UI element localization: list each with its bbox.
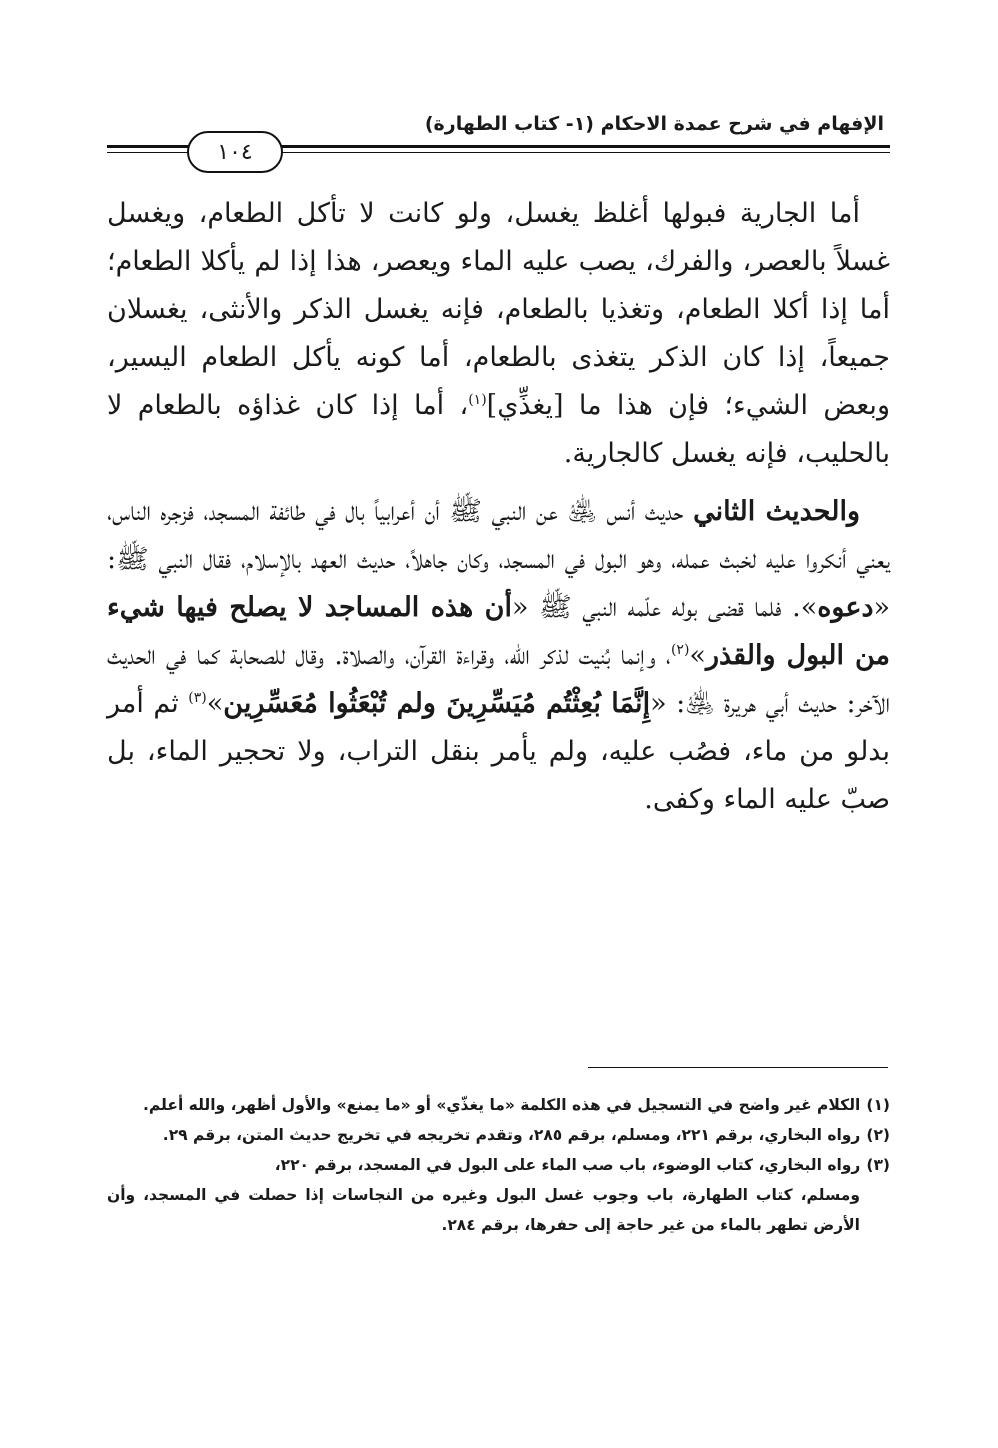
paragraph-1 (107, 190, 890, 478)
footnote-3-number: (٣) (866, 1156, 890, 1174)
p2-text-b: ». فلما قضى بوله علّمه النبي ﷺ « (511, 592, 818, 623)
p1-text: أما الجارية فبولها أغلظ يغسل، ولو كانت لا تأكل الطعام، ويغسل غسلاً بالعصر، والفرك، يصب عليه الماء ويعصر، هذا إذا لم يأكلا الطعام؛ أما إذا أكلا الطعام، وتغذيا بالطعام، فإنه يغسل الذكر والأنثى، يغسلان جميعاً، إذا كان الذكر يتغذى بالطعام، أما كونه يأكل الطعام اليسير، وبعض الشيء؛ فإن هذا ما [يغذِّي] (107, 198, 890, 421)
hadith-quote-3: إِنَّمَا بُعِثْتُم مُيَسِّرِينَ ولم تُبْعَثُوا مُعَسِّرِين (223, 688, 651, 719)
p2-text-d: ، وإنما بُنيت لذكر الله، وقراءة القرآن، والصلاة. وقال للصحابة كما في الحديث الآخر: حديث أبي هريرة ﵁: « (107, 640, 890, 719)
footnote-ref-3: (٣) (188, 690, 207, 706)
footnote-3-text-line1: رواه البخاري، كتاب الوضوء، باب صب الماء على البول في المسجد، برقم ٢٢٠، (274, 1156, 861, 1174)
footnote-ref-1: (١) (468, 392, 487, 408)
paragraph-2 (107, 488, 890, 824)
p2-text-a: حديث أنس ﵁ عن النبي ﷺ أن أعرابياً بال في طائفة المسجد، فزجره الناس، يعني أنكروا عليه لخبث عمله، وهو البول في المسجد، وكان جاهلاً، حديث العهد بالإسلام، فقال النبي ﷺ: « (107, 496, 890, 623)
page-number-badge (187, 131, 283, 173)
hadith-quote-2: أن هذه المساجد لا يصلح فيها شيء من البول والقذر (107, 592, 890, 671)
footnote-1-text: الكلام غير واضح في التسجيل في هذه الكلمة «ما يغذّي» أو «ما يمنع» والأول أظهر، والله أعلم. (143, 1096, 861, 1114)
page-header (107, 105, 890, 185)
hadith-quote-1: دعوه (817, 592, 874, 623)
footnote-1-number: (١) (866, 1096, 890, 1114)
p2-text-c: » (689, 640, 706, 671)
footnote-3-text-line2: ومسلم، كتاب الطهارة، باب وجوب غسل البول وغيره من النجاسات إذا حصلت في المسجد، وأن الأرض تطهر بالماء من غير حاجة إلى حفرها، برقم ٢٨٤. (107, 1186, 860, 1234)
p2-heading: والحديث الثاني (693, 496, 861, 527)
footnote-separator (588, 1067, 888, 1068)
page-number: ١٠٤ (217, 139, 253, 165)
p1-tail: ، أما إذا كان غذاؤه بالطعام لا بالحليب، فإنه يغسل كالجارية. (107, 390, 890, 469)
footnote-2-text: رواه البخاري، برقم ٢٢١، ومسلم، برقم ٢٨٥، وتقدم تخريجه في تخريج حديث المتن، برقم ٢٩. (162, 1126, 861, 1144)
main-text (107, 190, 890, 834)
footnote-3-continued (107, 1180, 890, 1240)
book-title: الإفهام في شرح عمدة الاحكام (١- كتاب الطهارة) (424, 113, 884, 135)
footnote-2-number: (٢) (866, 1126, 890, 1144)
footnote-2 (107, 1120, 890, 1150)
p2-text-f: ثم أمر بدلو من ماء، فصُب عليه، ولم يأمر بنقل التراب، ولا تحجير الماء، بل صبّ عليه الماء وكفى. (107, 688, 890, 815)
footnote-3 (107, 1150, 890, 1180)
p2-text-e: » (206, 688, 224, 719)
footnotes (107, 1090, 890, 1240)
footnote-1 (107, 1090, 890, 1120)
footnote-ref-2: (٢) (670, 642, 690, 658)
